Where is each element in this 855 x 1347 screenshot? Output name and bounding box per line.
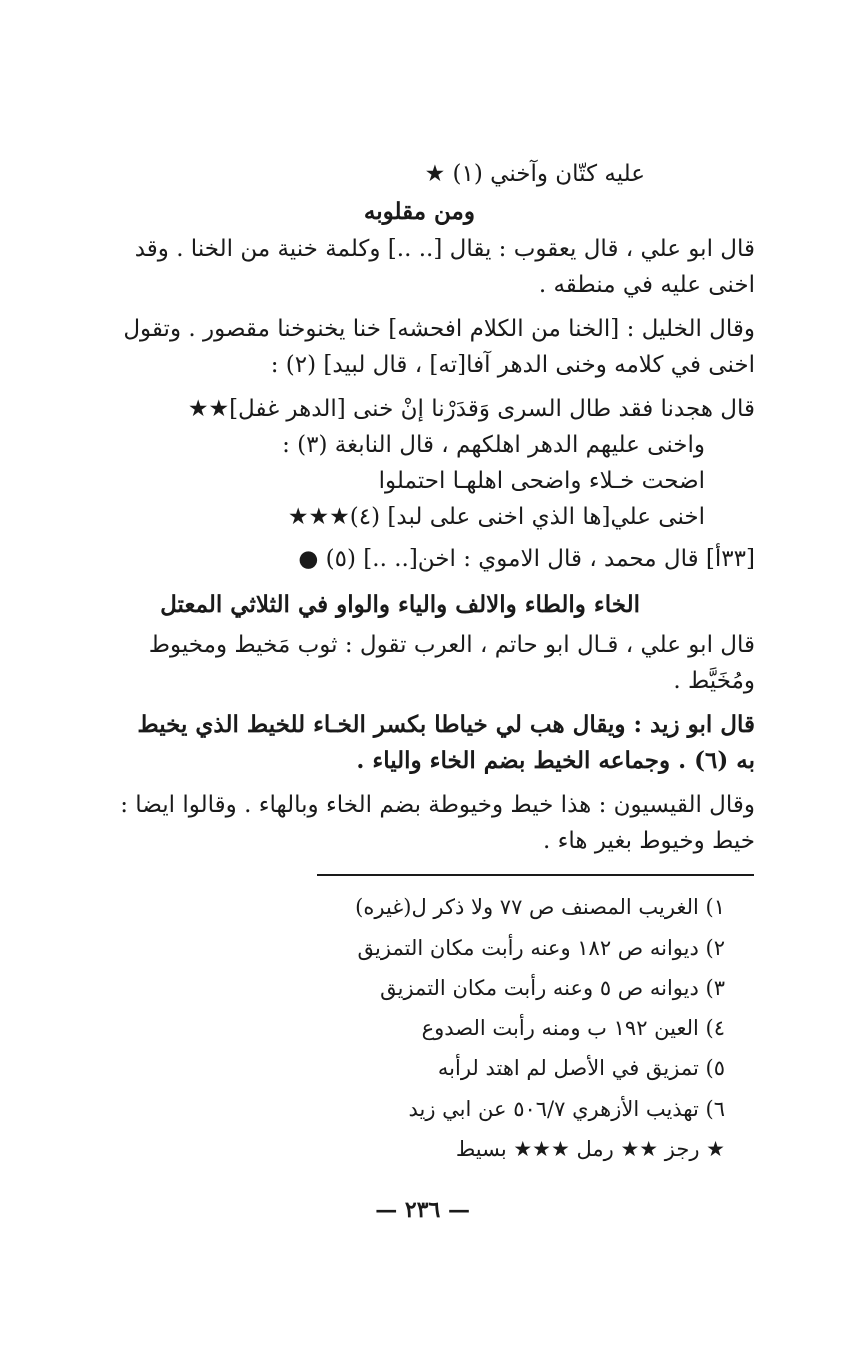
paragraph-muhammad: [٣٣أ] قال محمد ، قال الاموي : اخن[.. ..] (٥) ● [298,546,755,572]
paragraph-abu-zaid-1: قال ابو زيد : ويقال هب لي خياطا بكسر الخـاء للخيط الذي يخيط [137,711,755,738]
footnote-2: ٢) ديوانه ص ١٨٢ وعنه رأبت مكان التمزيق [357,936,725,960]
verse-labid-1: قال هجدنا فقد طال السرى وَقدَرْنا إنْ خنى [الدهر غفل]★★ [187,396,755,422]
paragraph-khalil-1: وقال الخليل : [الخنا من الكلام افحشه] خنا يخنوخنا مقصور . وتقول [123,316,755,342]
footnote-divider [317,874,754,876]
footnote-3: ٣) ديوانه ص ٥ وعنه رأبت مكان التمزيق [380,976,725,1000]
paragraph-abu-ali-1: قال ابو علي ، قال يعقوب : يقال [.. ..] وكلمة خنية من الخنا . وقد [134,236,755,262]
footnote-4: ٤) العين ١٩٢ ب ومنه رأبت الصدوع [421,1016,725,1040]
verse-labid-2: واخنى عليهم الدهر اهلكهم ، قال النابغة (٣) : [282,432,705,458]
footnote-5: ٥) تمزيق في الأصل لم اهتد لرأبه [437,1056,725,1080]
verse-line-1: عليه كتّان وآخني (١) ★ [424,161,645,187]
footnote-1: ١) الغريب المصنف ص ٧٧ ولا ذكر ل(غيره) [355,895,725,919]
paragraph-abu-hatim-2: ومُخَيَّط . [673,668,755,694]
paragraph-qaysiyun-2: خيط وخيوط بغير هاء . [542,828,755,854]
section-heading-khaa: الخاء والطاء والالف والياء والواو في الثلاثي المعتل [160,591,640,618]
meter-legend: ★ رجز ★★ رمل ★★★ بسيط [455,1137,725,1161]
section-heading-maqlub: ومن مقلوبه [363,198,475,225]
page-number: — ٢٣٦ — [375,1197,470,1223]
paragraph-abu-ali-2: اخنى عليه في منطقه . [538,272,755,298]
paragraph-abu-zaid-2: به (٦) . وجماعه الخيط بضم الخاء والياء . [356,747,755,774]
paragraph-abu-hatim-1: قال ابو علي ، قـال ابو حاتم ، العرب تقول : ثوب مَخيط ومخيوط [148,632,755,658]
verse-nabigha-2: اخنى علي[ها الذي اخنى على لبد] (٤)★★★ [287,504,705,530]
verse-nabigha-1: اضحت خـلاء واضحى اهلهـا احتملوا [378,468,705,494]
footnote-6: ٦) تهذيب الأزهري ٥٠٦/٧ عن ابي زيد [408,1097,725,1121]
paragraph-khalil-2: اخنى في كلامه وخنى الدهر آفا[ته] ، قال لبيد] (٢) : [270,352,755,378]
paragraph-qaysiyun-1: وقال القيسيون : هذا خيط وخيوطة بضم الخاء وبالهاء . وقالوا ايضا : [120,792,755,818]
